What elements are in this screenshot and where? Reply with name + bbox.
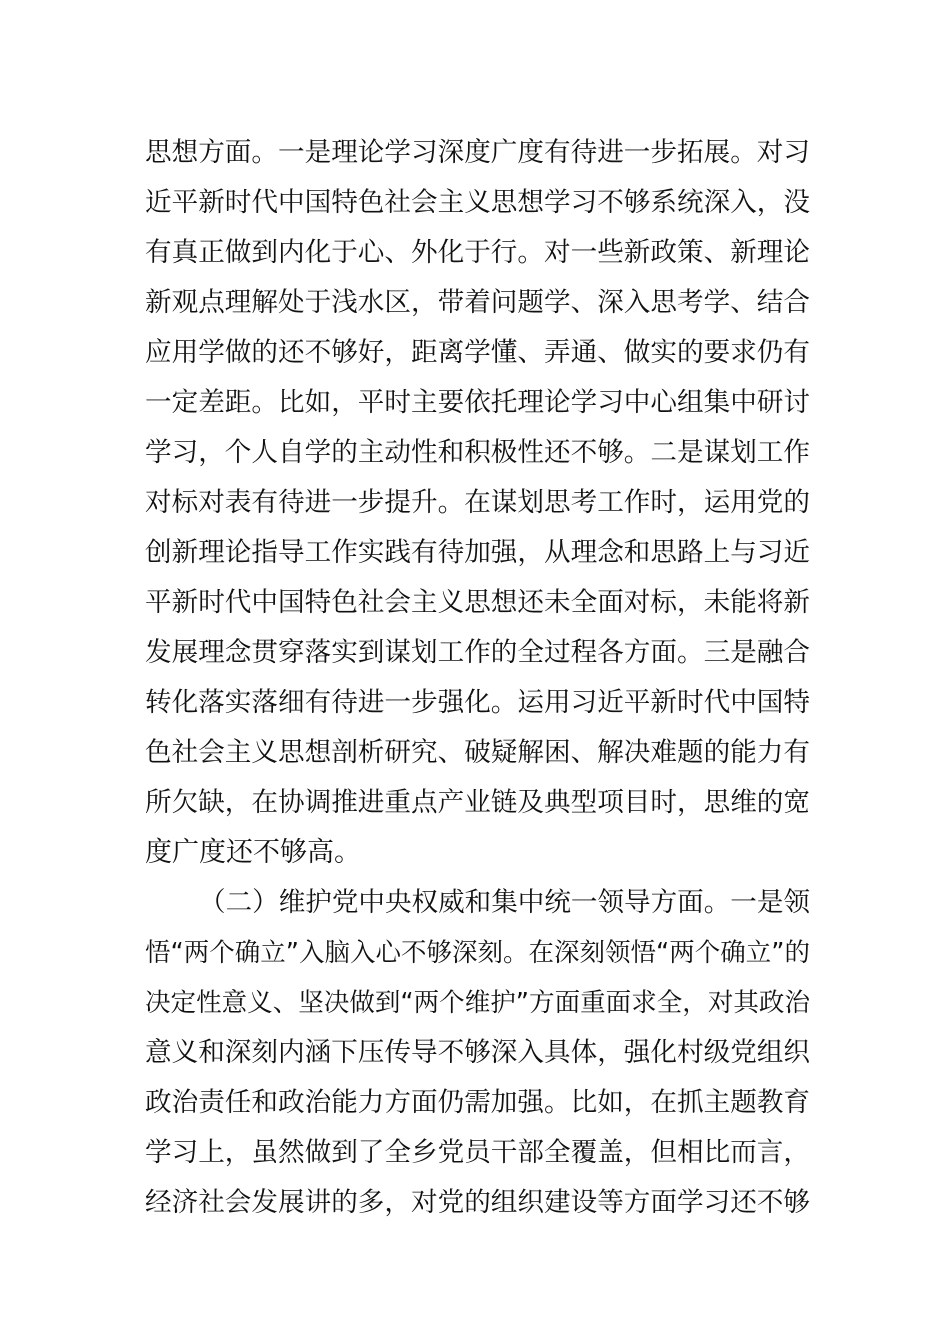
text-line: 有真正做到内化于心、外化于行。对一些新政策、新理论 — [145, 237, 810, 268]
text-line: 新观点理解处于浅水区，带着问题学、深入思考学、结合 — [145, 287, 810, 318]
text-line: 学习，个人自学的主动性和积极性还不够。二是谋划工作 — [145, 437, 810, 468]
text-line: 所欠缺，在协调推进重点产业链及典型项目时，思维的宽 — [145, 787, 810, 818]
text-line: 创新理论指导工作实践有待加强，从理念和思路上与习近 — [145, 537, 810, 568]
text-line: 学习上，虽然做到了全乡党员干部全覆盖，但相比而言， — [145, 1137, 810, 1168]
text-line: 决定性意义、坚决做到“两个维护”方面重面求全，对其政治 — [145, 988, 810, 1018]
body-text — [145, 128, 810, 1228]
text-line: 平新时代中国特色社会主义思想还未全面对标，未能将新 — [145, 587, 810, 618]
paragraph-end-line: 度广度还不够高。 — [145, 837, 361, 868]
text-line: 对标对表有待进一步提升。在谋划思考工作时，运用党的 — [145, 487, 810, 518]
text-line: 思想方面。一是理论学习深度广度有待进一步拓展。对习 — [145, 137, 810, 168]
text-line: 悟“两个确立”入脑入心不够深刻。在深刻领悟“两个确立”的 — [145, 938, 810, 968]
text-line: 意义和深刻内涵下压传导不够深入具体，强化村级党组织 — [145, 1037, 810, 1068]
section-heading-line: （二）维护党中央权威和集中统一领导方面。一是领 — [199, 887, 810, 918]
text-line: 发展理念贯穿落实到谋划工作的全过程各方面。三是融合 — [145, 637, 810, 668]
text-line: 色社会主义思想剖析研究、破疑解困、解决难题的能力有 — [145, 737, 810, 768]
text-line: 一定差距。比如，平时主要依托理论学习中心组集中研讨 — [145, 387, 810, 418]
text-line: 经济社会发展讲的多，对党的组织建设等方面学习还不够 — [145, 1187, 810, 1218]
text-line: 近平新时代中国特色社会主义思想学习不够系统深入，没 — [145, 187, 810, 218]
text-line: 应用学做的还不够好，距离学懂、弄通、做实的要求仍有 — [145, 337, 810, 368]
text-line: 转化落实落细有待进一步强化。运用习近平新时代中国特 — [145, 687, 810, 718]
text-line: 政治责任和政治能力方面仍需加强。比如，在抓主题教育 — [145, 1087, 810, 1118]
